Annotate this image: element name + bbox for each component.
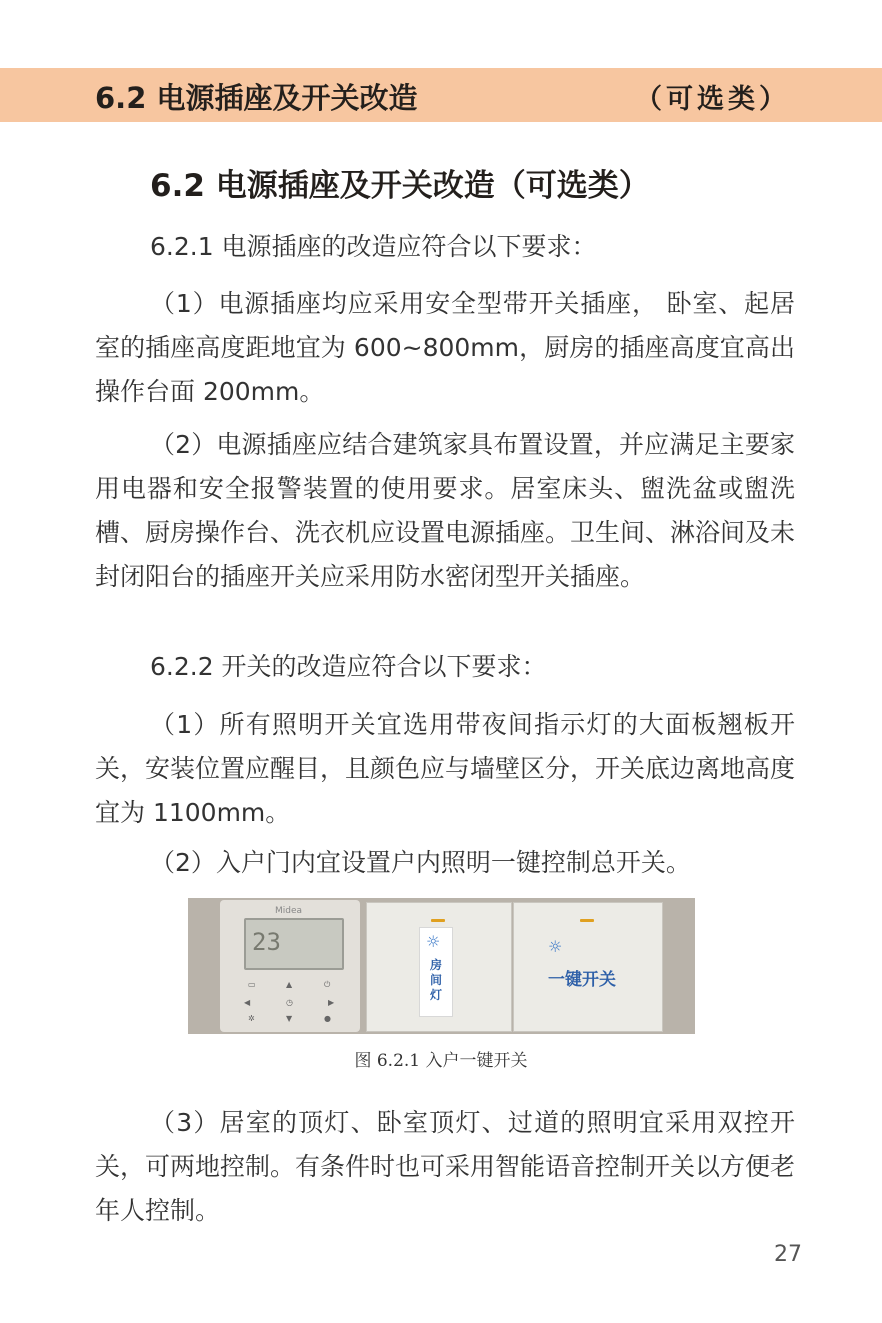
chapter-header-tag: （可选类） [635, 84, 790, 115]
ac-brand-logo: Midea [275, 906, 303, 916]
ac-clock-icon: ◷ [286, 998, 293, 1007]
room-light-indicator [431, 919, 445, 922]
paragraph-6-2-1-1: （1）电源插座均应采用安全型带开关插座， 卧室、起居室的插座高度距地宜为 600~800mm，厨房的插座高度宜高出操作台面 200mm。 [95, 289, 795, 406]
paragraph-6-2-1-2: （2）电源插座应结合建筑家具布置设置，并应满足主要家用电器和安全报警装置的使用要求。居室床头、盥洗盆或盥洗槽、厨房操作台、洗衣机应设置电源插座。卫生间、淋浴间及未封闭阳台的插座开关应采用防水密闭型开关插座。 [95, 430, 796, 591]
subsection-heading-6-2-2: 6.2.2 开关的改造应符合以下要求： [150, 652, 547, 681]
ac-display-screen [244, 918, 344, 970]
ac-ok-icon: ● [324, 1014, 331, 1023]
ac-mode-icon: ▭ [248, 980, 256, 989]
ac-power-icon: ⏻ [324, 980, 331, 989]
master-switch-label: 一键开关 [548, 970, 616, 990]
ac-left-arrow-icon: ◀ [244, 998, 251, 1007]
room-light-switch [366, 902, 512, 1032]
ac-down-arrow-icon: ▼ [286, 1014, 293, 1023]
ac-fan-icon: ✲ [248, 1014, 255, 1023]
figure-caption: 图 6.2.1 入户一键开关 [354, 1051, 528, 1071]
ac-temperature-readout: 23 [252, 928, 281, 956]
room-light-label: 房间灯 [430, 958, 443, 1002]
paragraph-6-2-2-2: （2）入户门内宜设置户内照明一键控制总开关。 [150, 848, 691, 877]
light-bulb-icon: ☼ [426, 932, 441, 951]
paragraph-6-2-2-1: （1）所有照明开关宜选用带夜间指示灯的大面板翘板开关，安装位置应醒目，且颜色应与墙壁区分，开关底边离地高度宜为 1100mm。 [95, 710, 796, 827]
paragraph-6-2-2-3: （3）居室的顶灯、卧室顶灯、过道的照明宜采用双控开关，可两地控制。有条件时也可采用智能语音控制开关以方便老年人控制。 [95, 1108, 796, 1225]
subsection-heading-6-2-1: 6.2.1 电源插座的改造应符合以下要求： [150, 232, 597, 261]
ac-right-arrow-icon: ▶ [328, 998, 335, 1007]
ac-up-arrow-icon: ▲ [286, 980, 293, 989]
ac-controller-panel [220, 900, 360, 1032]
light-bulb-icon: ☼ [548, 937, 563, 956]
figure-one-key-switch-photo [188, 898, 695, 1034]
room-light-label-card [419, 927, 453, 1017]
chapter-header-title: 6.2 电源插座及开关改造 [95, 81, 418, 115]
page-number: 27 [774, 1242, 802, 1267]
master-switch-indicator [580, 919, 594, 922]
section-title: 6.2 电源插座及开关改造（可选类） [150, 168, 650, 204]
one-key-master-switch [513, 902, 663, 1032]
